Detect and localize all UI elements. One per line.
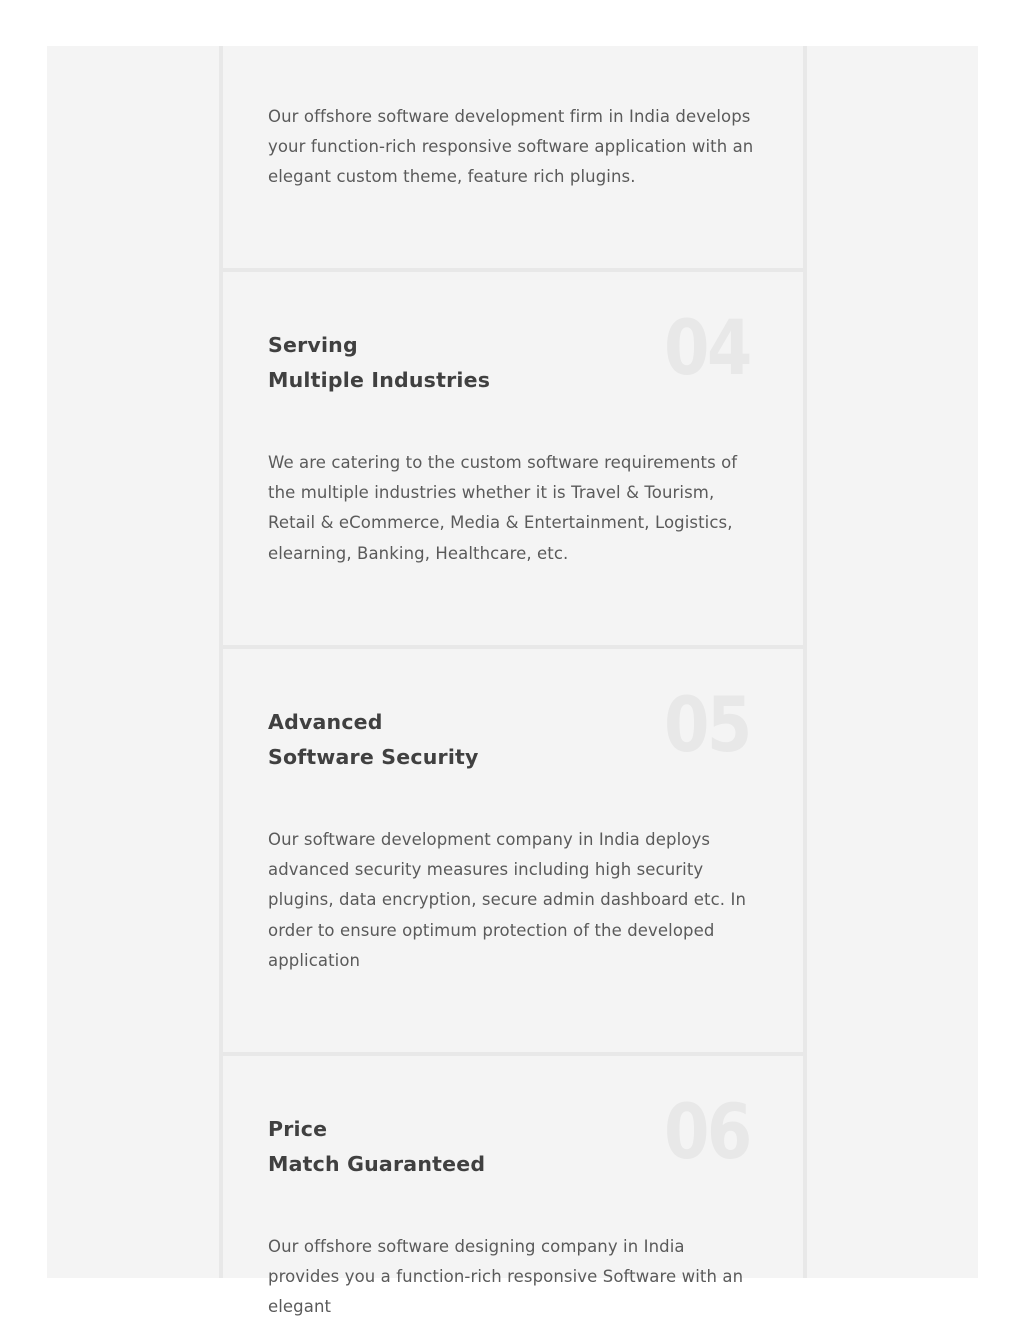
feature-card-title-line2: Software Security	[268, 745, 479, 769]
feature-card-title-line2: Match Guaranteed	[268, 1152, 486, 1176]
feature-card-number: 05	[664, 680, 750, 769]
feature-card-title-line1: Serving	[268, 333, 358, 357]
feature-card-description: We are catering to the custom software requirements of the multiple industries whether it is Travel & Tourism, Retail & eCommerce, Media & Entertainment, Logistics, elearning, Banking, Healthcare, etc.	[268, 453, 738, 563]
feature-card-custom-theme	[223, 46, 803, 268]
feature-card-title-line1: Advanced	[268, 710, 383, 734]
feature-card-price-match	[223, 1056, 803, 1317]
content-panel	[47, 46, 978, 1317]
feature-card-title	[268, 705, 479, 775]
feature-card-title-line1: Price	[268, 1117, 328, 1141]
feature-card-number: 04	[664, 303, 750, 392]
feature-card-title	[268, 328, 490, 398]
feature-card-multiple-industries	[223, 272, 803, 645]
feature-card-description: Our software development company in India deploys advanced security measures including high security plugins, data encryption, secure admin dashboard etc. In order to ensure optimum protection of the developed application	[268, 830, 747, 970]
feature-list	[219, 46, 807, 1317]
feature-card-software-security	[223, 649, 803, 1052]
feature-card-description: Our offshore software designing company in India provides you a function-rich responsive Software with an elegant	[268, 1237, 744, 1317]
feature-card-title-line2: Multiple Industries	[268, 368, 491, 392]
feature-card-title	[268, 1112, 485, 1182]
feature-card-description: Our offshore software development firm in India develops your function-rich responsive software application with an elegant custom theme, feature rich plugins.	[268, 107, 754, 187]
feature-card-number: 06	[664, 1087, 750, 1176]
